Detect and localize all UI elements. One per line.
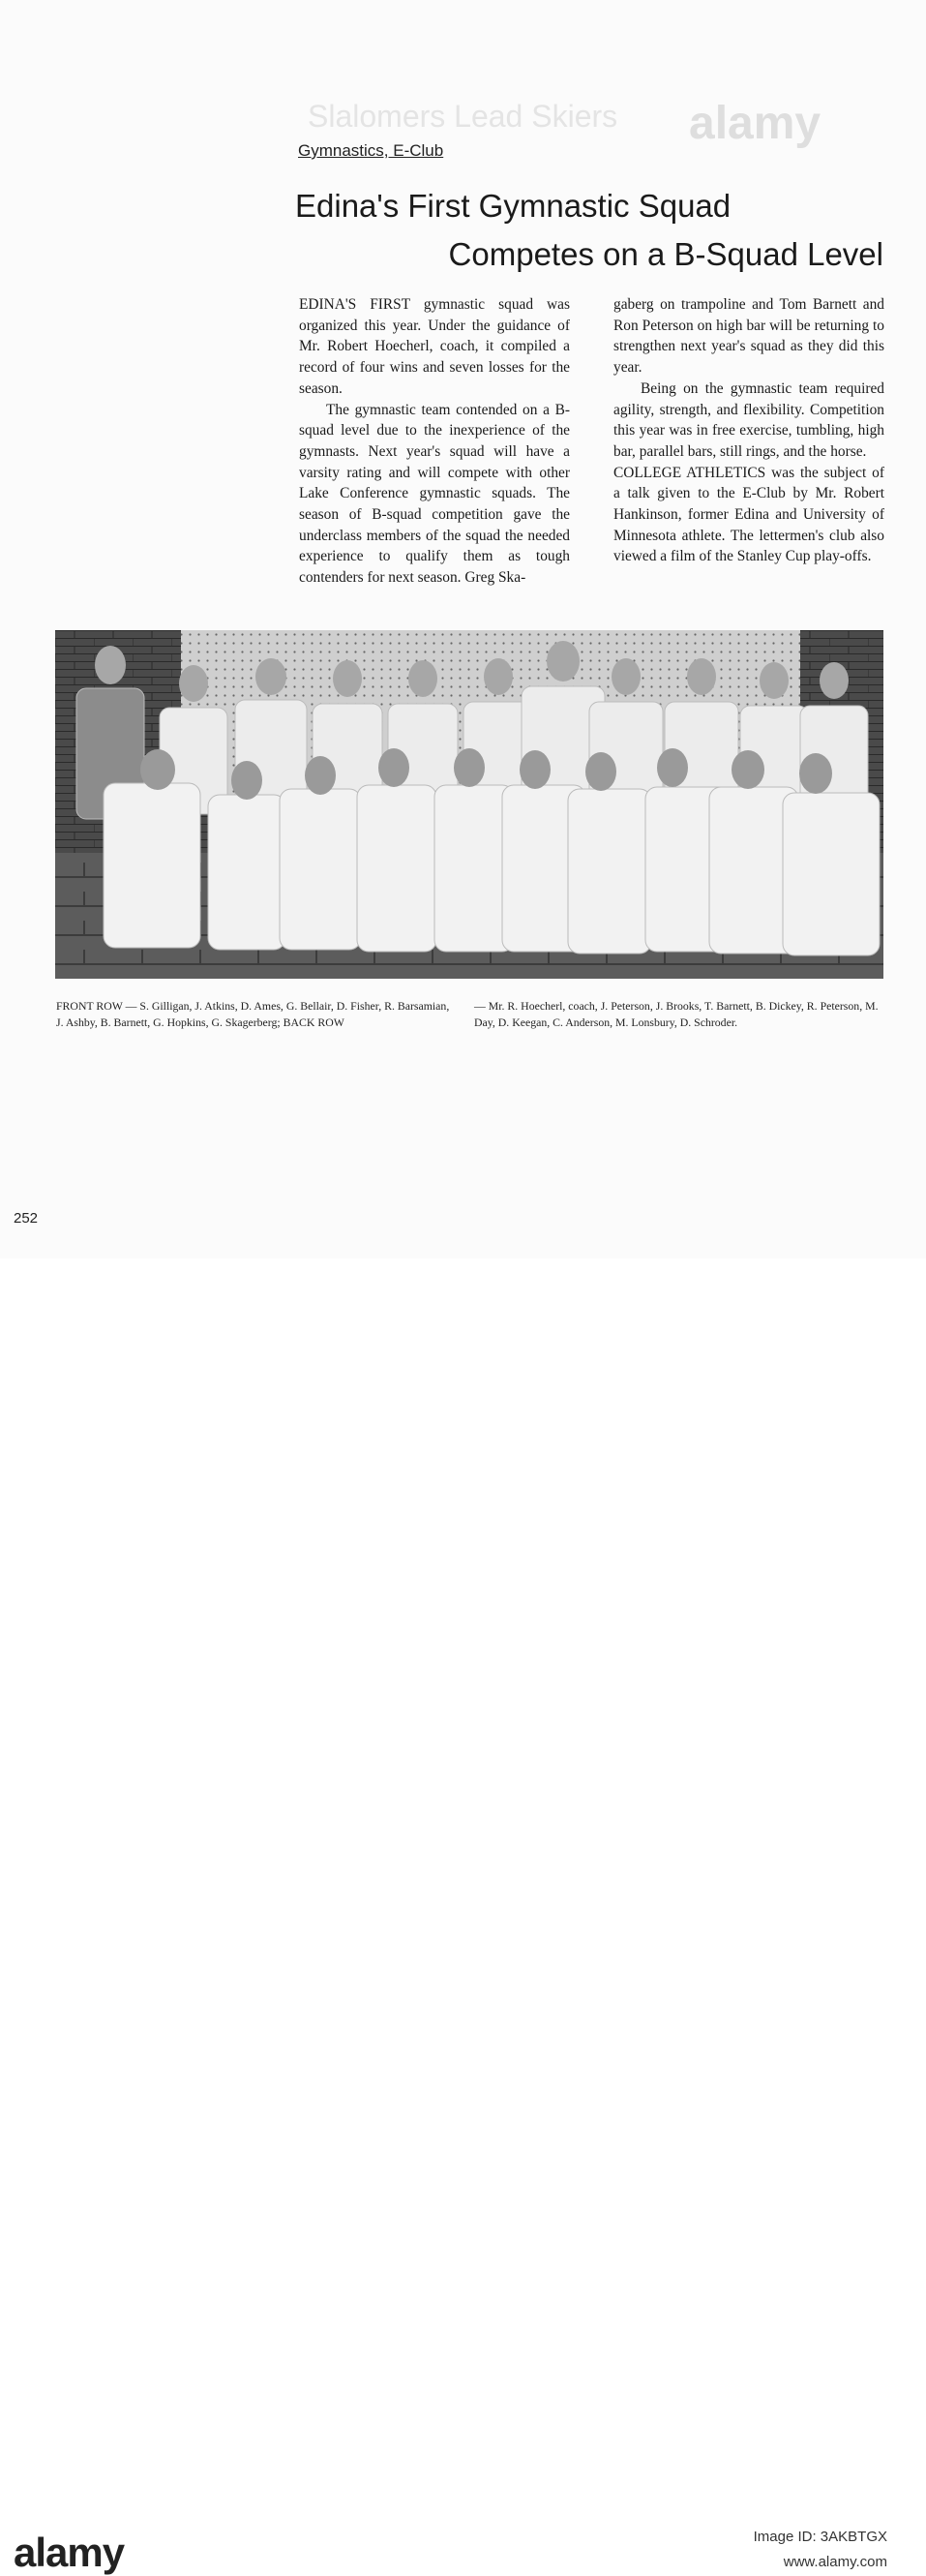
paragraph: The gymnastic team contended on a B-squad level due to the inexperience of the gymnasts. Next year's squad will have a varsity rating and will compete with other Lake Conference gymnastic squads. The season of B-squad competition gave the underclass members of the squad the needed experience to qualify them as tough contenders for next season. Greg Ska- — [299, 401, 570, 587]
section-label: Gymnastics, E-Club — [298, 141, 444, 160]
photo-caption-right: — Mr. R. Hoecherl, coach, J. Peterson, J. Brooks, T. Barnett, B. Dickey, R. Peterson, M. Day, D. Keegan, C. Anderson, M. Lonsbury, D. Schroder. — [474, 999, 879, 1029]
yearbook-page — [0, 0, 926, 1258]
paragraph: EDINA'S FIRST gymnastic squad was organized this year. Under the guidance of Mr. Robert Hoecherl, coach, it compiled a record of four wins and seven losses for the season. — [299, 296, 570, 397]
team-photo-illustration — [55, 630, 883, 979]
headline-line-2: Competes on a B-Squad Level — [448, 236, 883, 272]
watermark: alamy — [689, 98, 821, 149]
brand-logo: alamy — [14, 2530, 125, 2575]
page-number: 252 — [14, 1210, 39, 1227]
headline-line-1: Edina's First Gymnastic Squad — [295, 188, 732, 224]
team-photo — [55, 630, 883, 979]
paragraph: gaberg on trampoline and Tom Barnett and Ron Peterson on high bar will be returning to strengthen next year's squad as they did this year. — [613, 296, 884, 377]
site-url: www.alamy.com — [783, 2554, 887, 2570]
bleed-through-heading: Slalomers Lead Skiers — [308, 99, 618, 134]
paragraph: COLLEGE ATHLETICS was the subject of a talk given to the E-Club by Mr. Robert Hankinson, former Edina and University of Minnesota athlete. The lettermen's club also viewed a film of the Stanley Cup play-offs. — [613, 464, 884, 565]
footer-bar — [0, 1258, 926, 2575]
paragraph: Being on the gymnastic team required agility, strength, and flexibility. Competition this year was in free exercise, tumbling, high bar, parallel bars, still rings, and the horse. — [613, 379, 884, 460]
photo-caption-left: FRONT ROW — S. Gilligan, J. Atkins, D. Ames, G. Bellair, D. Fisher, R. Barsamian, J. Ashby, B. Barnett, G. Hopkins, G. Skagerberg; BACK ROW — [56, 999, 450, 1029]
article-column-2 — [613, 294, 884, 567]
article-column-1 — [299, 294, 570, 589]
image-id: Image ID: 3AKBTGX — [753, 2529, 887, 2545]
headline — [295, 182, 895, 279]
